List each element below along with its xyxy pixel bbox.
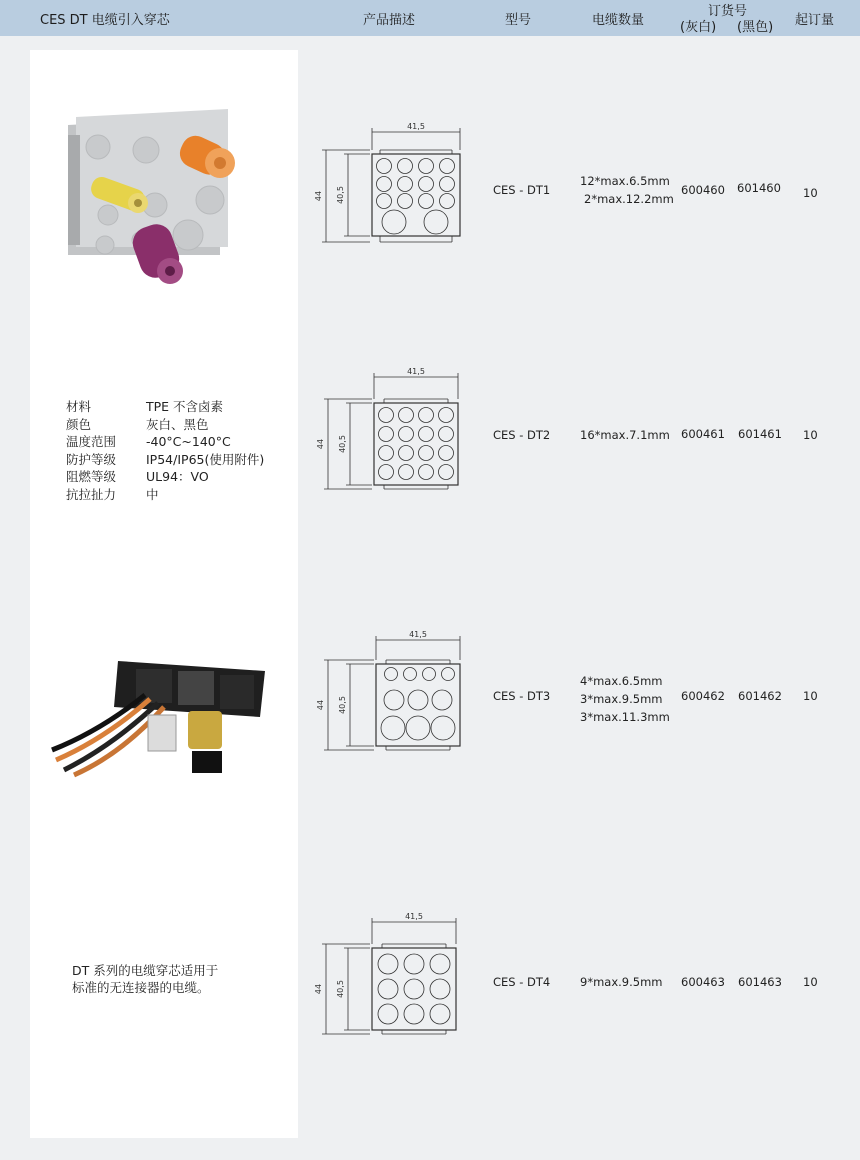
drawing-dt3: [312, 628, 472, 758]
cable-spec: 3*max.9.5mm: [580, 692, 663, 706]
order-gray-cell: 600463: [681, 975, 725, 989]
dim-inner: 40,5: [336, 980, 345, 998]
order-black-cell: 601462: [738, 689, 782, 703]
order-gray-cell: 600461: [681, 427, 725, 441]
drawing-dt1: [310, 120, 470, 250]
order-gray-cell: 600460: [681, 183, 725, 197]
cable-count-cell: [580, 973, 662, 991]
spec-label: 防护等级: [66, 451, 117, 467]
page-title: CES DT 电缆引入穿芯: [40, 13, 170, 28]
note-line: DT 系列的电缆穿芯适用于: [72, 963, 219, 978]
cable-count-cell: [580, 426, 670, 444]
spec-label: 材料: [66, 399, 92, 414]
dim-inner: 40,5: [338, 696, 347, 714]
note-line: 标准的无连接器的电缆。: [72, 980, 210, 995]
header-product-desc: 产品描述: [363, 13, 416, 28]
model-cell: CES - DT1: [493, 183, 551, 197]
header-black: (黑色): [737, 20, 774, 35]
model-cell: CES - DT3: [493, 689, 551, 703]
spec-value: 中: [146, 486, 159, 502]
header-cable-count: 电缆数量: [592, 13, 645, 28]
spec-label: 抗拉扯力: [66, 486, 117, 502]
header-min-order: 起订量: [795, 13, 835, 28]
spec-value: -40°C~140°C: [146, 434, 231, 449]
product-photo-frame: [50, 655, 270, 785]
product-photo-grommet: [60, 105, 260, 290]
dim-height: 44: [316, 438, 325, 450]
spec-label: 颜色: [66, 416, 92, 432]
spec-value: 灰白、黑色: [146, 416, 209, 432]
header-model: 型号: [505, 13, 532, 28]
cable-spec: 16*max.7.1mm: [580, 428, 670, 442]
min-order-cell: 10: [803, 975, 818, 989]
order-black-cell: 601460: [737, 181, 781, 195]
min-order-cell: 10: [803, 428, 818, 442]
header-gray: (灰白): [680, 20, 717, 35]
drawing-dt4: [310, 910, 470, 1040]
dim-width: 41,5: [407, 122, 425, 131]
cable-spec: 9*max.9.5mm: [580, 975, 663, 989]
order-black-cell: 601461: [738, 427, 782, 441]
series-note: [72, 962, 218, 996]
dim-width: 41,5: [409, 630, 427, 639]
min-order-cell: 10: [803, 186, 818, 200]
spec-label: 阻燃等级: [66, 469, 117, 484]
cable-spec: 3*max.11.3mm: [580, 710, 670, 724]
cable-count-cell: [580, 672, 670, 726]
dim-height: 44: [314, 190, 323, 202]
dim-width: 41,5: [405, 912, 423, 921]
min-order-cell: 10: [803, 689, 818, 703]
model-cell: CES - DT4: [493, 975, 551, 989]
cable-spec: 4*max.6.5mm: [580, 674, 663, 688]
model-cell: CES - DT2: [493, 428, 551, 442]
table-header: [0, 0, 860, 36]
order-gray-cell: 600462: [681, 689, 725, 703]
spec-value: UL94：VO: [146, 469, 209, 484]
spec-value: TPE 不含卤素: [146, 399, 224, 414]
dim-width: 41,5: [407, 367, 425, 376]
cable-spec: 2*max.12.2mm: [584, 192, 674, 206]
dim-height: 44: [316, 699, 325, 711]
order-black-cell: 601463: [738, 975, 782, 989]
spec-value: IP54/IP65(使用附件): [146, 451, 265, 467]
dim-inner: 40,5: [336, 186, 345, 204]
header-order-no: 订货号: [708, 4, 748, 19]
drawing-dt2: [312, 365, 472, 495]
dim-inner: 40,5: [338, 435, 347, 453]
cable-spec: 12*max.6.5mm: [580, 174, 670, 188]
spec-label: 温度范围: [66, 434, 117, 449]
dim-height: 44: [314, 983, 323, 995]
cable-count-cell: [580, 172, 674, 208]
